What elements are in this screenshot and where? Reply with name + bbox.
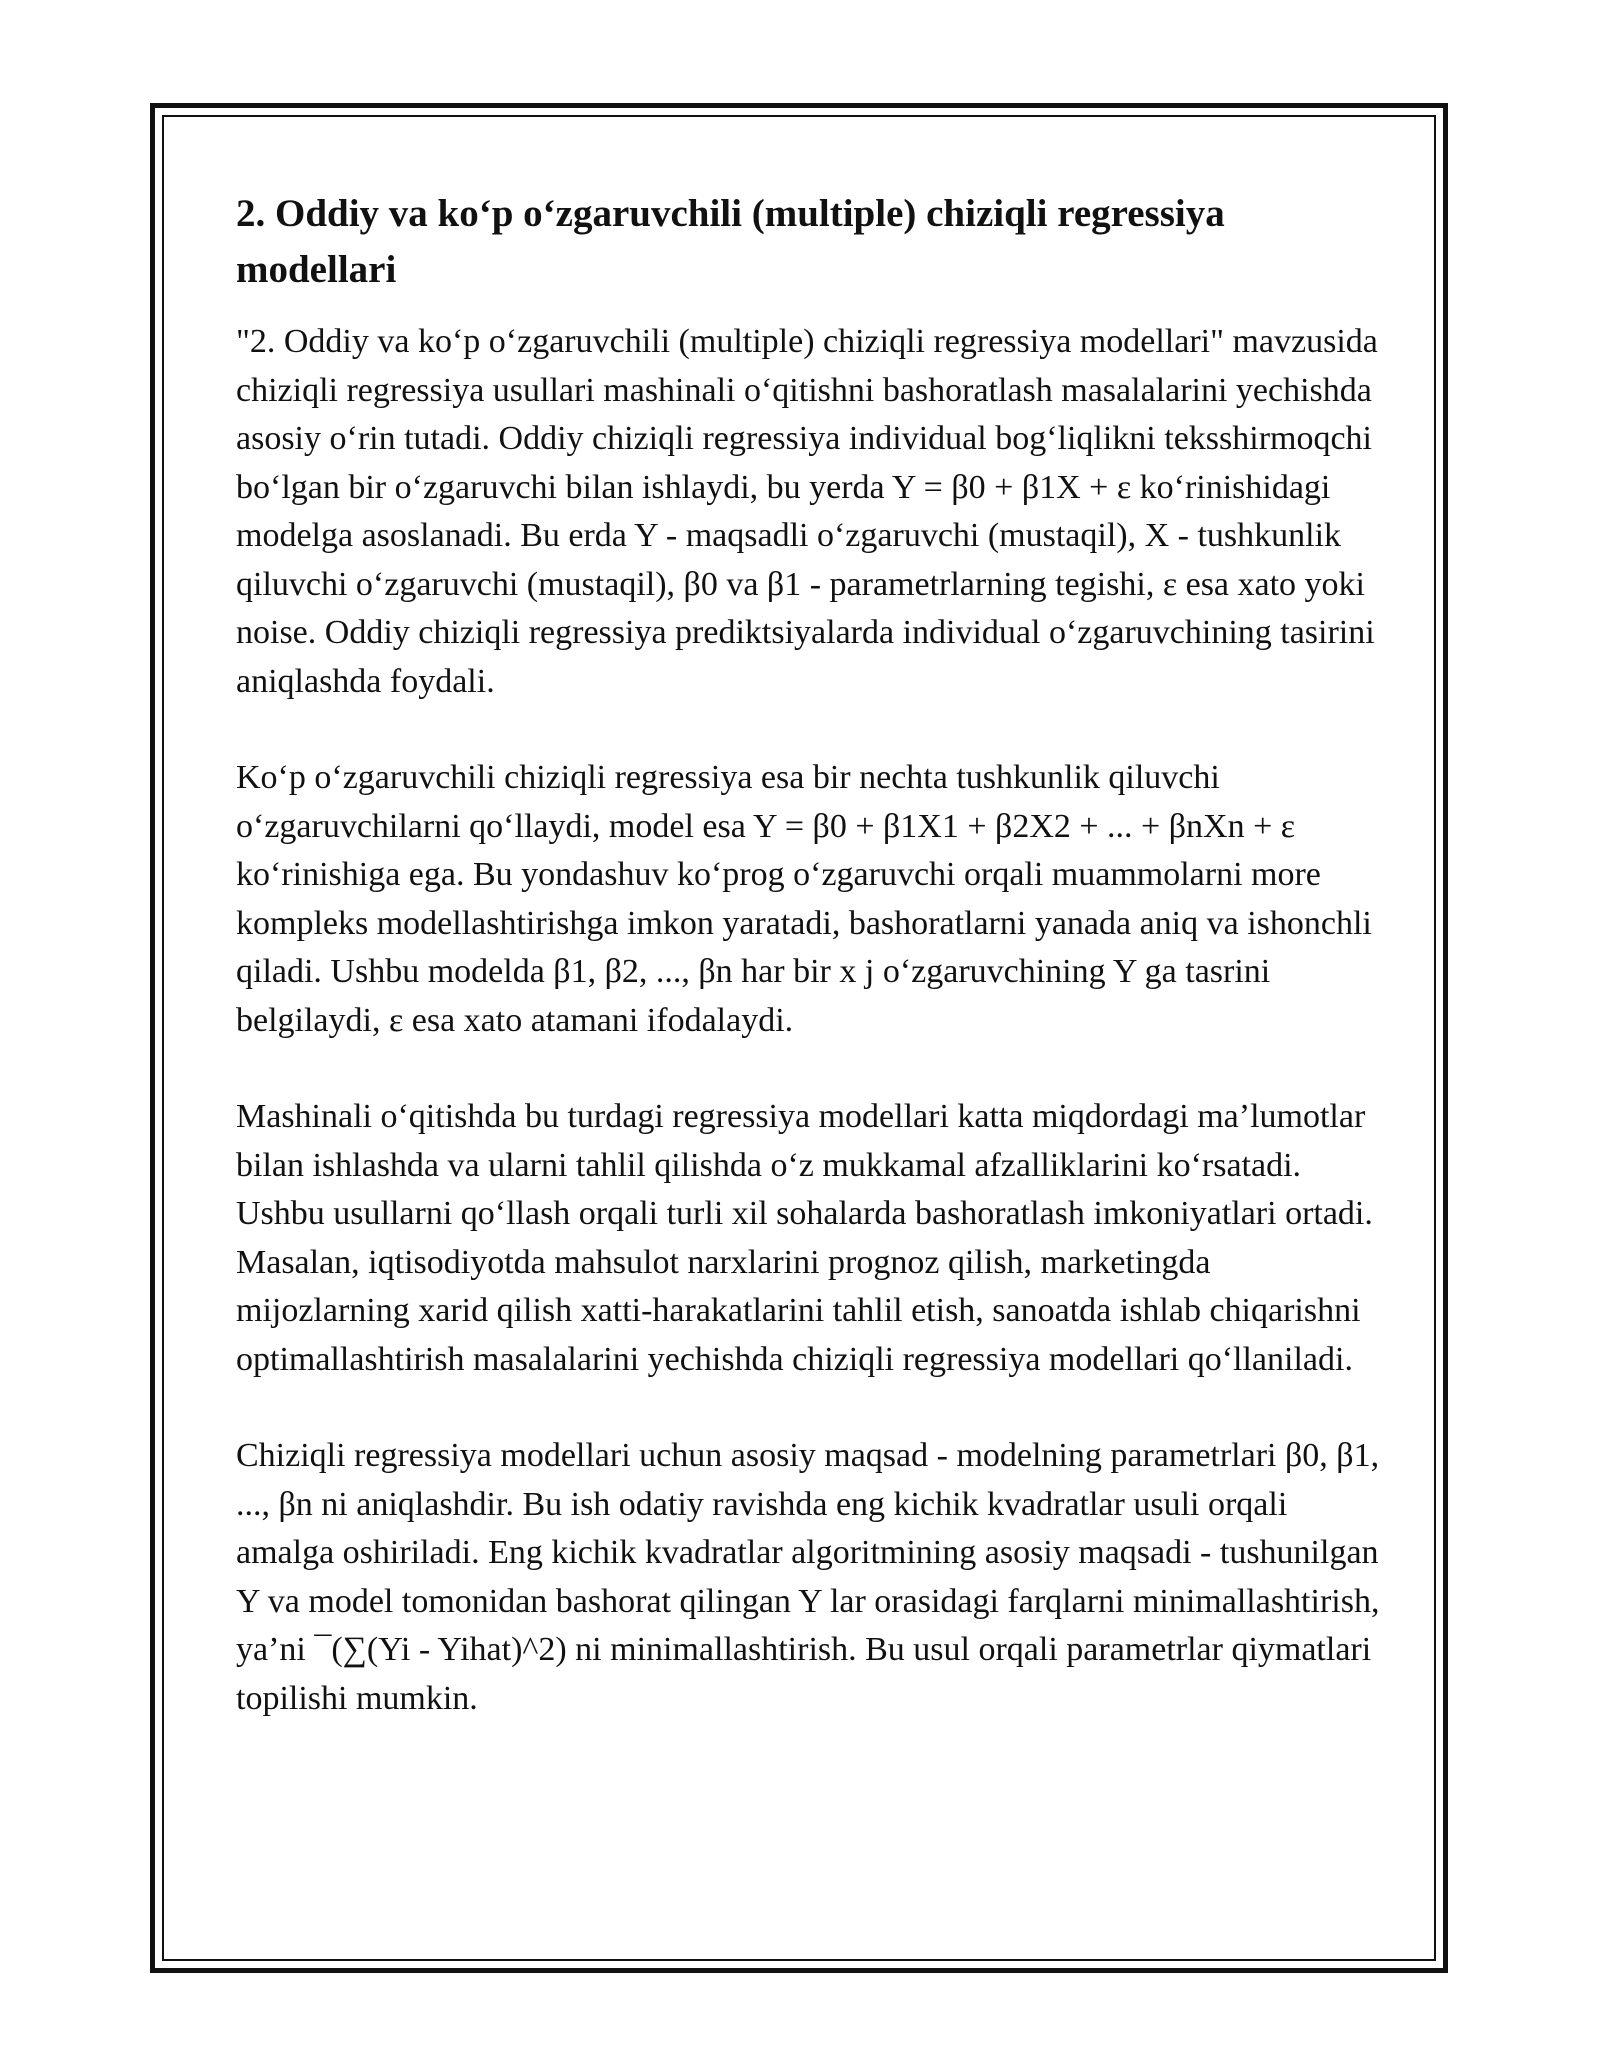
paragraph-2: Ko‘p o‘zgaruvchili chiziqli regressiya esa bir nechta tushkunlik qiluvchi o‘zgaruvchilarni qo‘llaydi, model esa Y = β0 + β1X1 + β2X2 + ... + βnXn + ε ko‘rinishiga ega. Bu yondashuv ko‘prog o‘zgaruvchi orqali muammolarni more kompleks modellashtirishga imkon yaratadi, bashoratlarni yanada aniq va ishonchli qiladi. Ushbu modelda β1, β2, ..., βn har bir x j o‘zgaruvchining Y ga tasrini belgilaydi, ε esa xato atamani ifodalaydi. — [236, 759, 1372, 1039]
document-title: 2. Oddiy va ko‘p o‘zgaruvchili (multiple) chiziqli regressiya modellari — [236, 192, 1225, 291]
paragraph-3: Mashinali o‘qitishda bu turdagi regressiya modellari katta miqdordagi ma’lumotlar bilan ishlashda va ularni tahlil qilishda o‘z mukkamal afzalliklarini ko‘rsatadi. Ushbu usullarni qo‘llash orqali turli xil sohalarda bashoratlash imkoniyatlari ortadi. Masalan, iqtisodiyotda mahsulot narxlarini prognoz qilish, marketingda mijozlarning xarid qilish xatti-harakatlarini tahlil etish, sanoatda ishlab chiqarishni optimallashtirish masalalarini yechishda chiziqli regressiya modellari qo‘llaniladi. — [236, 1098, 1373, 1378]
paragraph-4: Chiziqli regressiya modellari uchun asosiy maqsad - modelning parametrlari β0, β1, ..., βn ni aniqlashdir. Bu ish odatiy ravishda eng kichik kvadratlar usuli orqali amalga oshiriladi. Eng kichik kvadratlar algoritmining asosiy maqsadi - tushunilgan Y va model tomonidan bashorat qilingan Y lar orasidagi farqlarni minimallashtirish, ya’ni ¯(∑(Yi - Yihat)^2) ni minimallashtirish. Bu usul orqali parametrlar qiymatlari topilishi mumkin. — [236, 1437, 1380, 1717]
document-body — [236, 186, 1381, 1771]
paragraph-1: "2. Oddiy va ko‘p o‘zgaruvchili (multiple) chiziqli regressiya modellari" mavzusida chiziqli regressiya usullari mashinali o‘qitishni bashoratlash masalalarini yechishda asosiy o‘rin tutadi. Oddiy chiziqli regressiya individual bog‘liqlikni teksshirmoqchi bo‘lgan bir o‘zgaruvchi bilan ishlaydi, bu yerda Y = β0 + β1X + ε ko‘rinishidagi modelga asoslanadi. Bu erda Y - maqsadli o‘zgaruvchi (mustaqil), X - tushkunlik qiluvchi o‘zgaruvchi (mustaqil), β0 va β1 - parametrlarning tegishi, ε esa xato yoki noise. Oddiy chiziqli regressiya prediktsiyalarda individual o‘zgaruvchining tasirini aniqlashda foydali. — [236, 323, 1378, 700]
